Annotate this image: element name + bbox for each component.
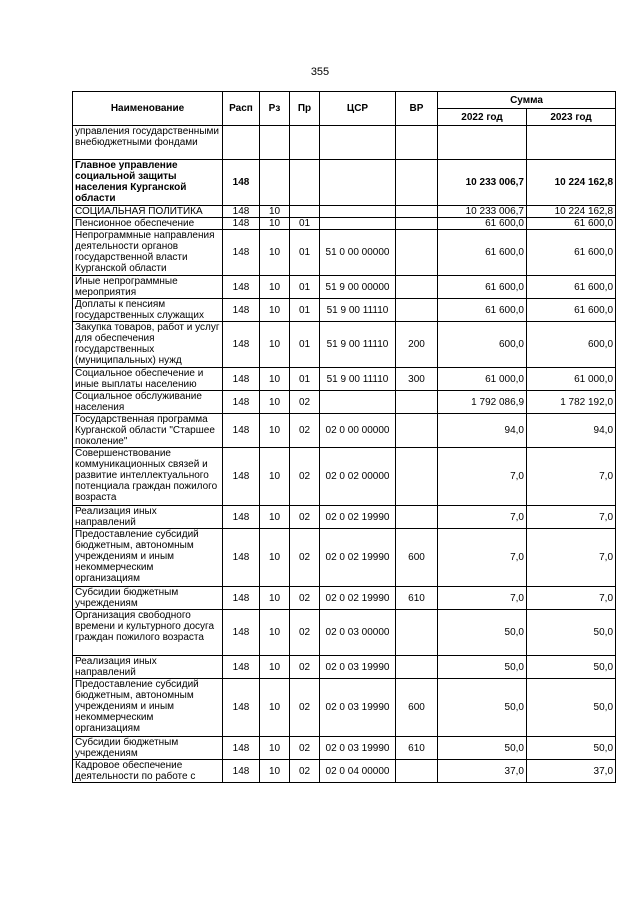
table-row [73, 679, 616, 737]
cell-rz: 10 [260, 737, 290, 760]
cell-rasp: 148 [223, 656, 260, 679]
cell-pr: 02 [290, 760, 320, 783]
cell-csr: 02 0 00 00000 [320, 414, 396, 448]
cell-vr [396, 414, 438, 448]
table-row [73, 448, 616, 506]
cell-pr: 02 [290, 587, 320, 610]
cell-rasp: 148 [223, 760, 260, 783]
table-row [73, 322, 616, 368]
cell-2022: 7,0 [438, 506, 527, 529]
table-body [73, 126, 616, 783]
cell-rasp: 148 [223, 737, 260, 760]
cell-vr [396, 230, 438, 276]
cell-vr [396, 160, 438, 206]
cell-2023: 50,0 [527, 656, 616, 679]
cell-rz [260, 126, 290, 160]
cell-vr [396, 656, 438, 679]
cell-csr: 02 0 03 19990 [320, 656, 396, 679]
budget-table [72, 91, 616, 783]
cell-2023: 61 600,0 [527, 299, 616, 322]
cell-rz: 10 [260, 230, 290, 276]
cell-rz: 10 [260, 276, 290, 299]
cell-name: Предоставление субсидий бюджетным, автономным учреждениям и иным некоммерческим организациям [73, 529, 223, 587]
cell-rasp: 148 [223, 322, 260, 368]
cell-csr: 02 0 03 19990 [320, 679, 396, 737]
cell-vr [396, 206, 438, 218]
cell-pr: 01 [290, 230, 320, 276]
cell-csr [320, 391, 396, 414]
cell-2022: 94,0 [438, 414, 527, 448]
cell-csr: 02 0 04 00000 [320, 760, 396, 783]
cell-vr [396, 276, 438, 299]
cell-2023: 10 224 162,8 [527, 160, 616, 206]
cell-rz: 10 [260, 529, 290, 587]
cell-rz: 10 [260, 322, 290, 368]
cell-2022: 1 792 086,9 [438, 391, 527, 414]
cell-csr: 51 9 00 11110 [320, 368, 396, 391]
cell-name: Доплаты к пенсиям государственных служащих [73, 299, 223, 322]
cell-2022: 7,0 [438, 587, 527, 610]
cell-name: Кадровое обеспечение деятельности по работе с [73, 760, 223, 783]
cell-2023: 7,0 [527, 587, 616, 610]
cell-rasp: 148 [223, 679, 260, 737]
cell-vr [396, 506, 438, 529]
cell-csr: 02 0 02 00000 [320, 448, 396, 506]
cell-2023: 94,0 [527, 414, 616, 448]
cell-name: Организация свободного времени и культурного досуга граждан пожилого возраста [73, 610, 223, 656]
cell-rz: 10 [260, 299, 290, 322]
cell-csr: 02 0 02 19990 [320, 529, 396, 587]
table-row [73, 230, 616, 276]
cell-2022: 61 600,0 [438, 230, 527, 276]
cell-2023: 50,0 [527, 737, 616, 760]
cell-pr: 02 [290, 414, 320, 448]
cell-vr [396, 218, 438, 230]
header-csr: ЦСР [320, 92, 396, 126]
cell-2023: 1 782 192,0 [527, 391, 616, 414]
cell-name: Главное управление социальной защиты населения Курганской области [73, 160, 223, 206]
cell-rz: 10 [260, 414, 290, 448]
cell-2022: 61 600,0 [438, 218, 527, 230]
header-rz: Рз [260, 92, 290, 126]
cell-2022: 10 233 006,7 [438, 160, 527, 206]
cell-name: Реализация иных направлений [73, 506, 223, 529]
cell-vr [396, 610, 438, 656]
cell-pr: 01 [290, 218, 320, 230]
cell-rz: 10 [260, 610, 290, 656]
cell-2022: 37,0 [438, 760, 527, 783]
cell-csr [320, 218, 396, 230]
cell-vr: 610 [396, 587, 438, 610]
cell-pr: 02 [290, 610, 320, 656]
cell-csr: 51 0 00 00000 [320, 230, 396, 276]
page-number: 355 [310, 66, 330, 78]
cell-pr: 02 [290, 737, 320, 760]
cell-2023: 50,0 [527, 679, 616, 737]
cell-2023: 37,0 [527, 760, 616, 783]
cell-pr: 02 [290, 529, 320, 587]
cell-rz: 10 [260, 656, 290, 679]
cell-rz: 10 [260, 391, 290, 414]
table-row [73, 414, 616, 448]
table-row [73, 760, 616, 783]
cell-name: Предоставление субсидий бюджетным, автономным учреждениям и иным некоммерческим организациям [73, 679, 223, 737]
cell-2023: 7,0 [527, 529, 616, 587]
cell-name: Пенсионное обеспечение [73, 218, 223, 230]
cell-pr [290, 126, 320, 160]
cell-csr: 51 9 00 11110 [320, 322, 396, 368]
table-row [73, 610, 616, 656]
cell-rz [260, 160, 290, 206]
cell-rasp: 148 [223, 448, 260, 506]
header-sum: Сумма [438, 92, 616, 109]
cell-vr [396, 299, 438, 322]
cell-rasp: 148 [223, 414, 260, 448]
table-row [73, 218, 616, 230]
cell-vr: 300 [396, 368, 438, 391]
cell-2022: 61 600,0 [438, 276, 527, 299]
cell-csr: 51 9 00 00000 [320, 276, 396, 299]
header-2023: 2023 год [527, 109, 616, 126]
cell-vr: 600 [396, 529, 438, 587]
table-row [73, 206, 616, 218]
table-row [73, 276, 616, 299]
cell-csr: 02 0 02 19990 [320, 506, 396, 529]
cell-pr: 01 [290, 368, 320, 391]
cell-name: Совершенствование коммуникационных связей и развитие интеллектуального потенциала граждан пожилого возраста [73, 448, 223, 506]
cell-rasp: 148 [223, 506, 260, 529]
cell-csr [320, 126, 396, 160]
cell-rasp: 148 [223, 206, 260, 218]
cell-name: Социальное обеспечение и иные выплаты населению [73, 368, 223, 391]
cell-2023: 600,0 [527, 322, 616, 368]
table-row [73, 160, 616, 206]
cell-name: Социальное обслуживание населения [73, 391, 223, 414]
header-vr: ВР [396, 92, 438, 126]
cell-2022: 50,0 [438, 656, 527, 679]
cell-vr [396, 391, 438, 414]
cell-2022: 7,0 [438, 529, 527, 587]
cell-2022: 50,0 [438, 737, 527, 760]
header-2022: 2022 год [438, 109, 527, 126]
cell-2023: 61 600,0 [527, 218, 616, 230]
table-row [73, 656, 616, 679]
header-name: Наименование [73, 92, 223, 126]
cell-2023: 61 000,0 [527, 368, 616, 391]
cell-name: Государственная программа Курганской области "Старшее поколение" [73, 414, 223, 448]
cell-vr [396, 126, 438, 160]
table-row [73, 368, 616, 391]
cell-pr: 02 [290, 679, 320, 737]
cell-rz: 10 [260, 448, 290, 506]
cell-rz: 10 [260, 679, 290, 737]
cell-csr: 51 9 00 11110 [320, 299, 396, 322]
cell-rasp: 148 [223, 160, 260, 206]
cell-2022: 600,0 [438, 322, 527, 368]
header-pr: Пр [290, 92, 320, 126]
cell-rz: 10 [260, 760, 290, 783]
cell-rasp: 148 [223, 276, 260, 299]
cell-vr: 610 [396, 737, 438, 760]
cell-rasp: 148 [223, 218, 260, 230]
cell-vr: 200 [396, 322, 438, 368]
cell-name: Субсидии бюджетным учреждениям [73, 737, 223, 760]
cell-csr [320, 206, 396, 218]
cell-rz: 10 [260, 587, 290, 610]
cell-pr: 02 [290, 391, 320, 414]
cell-rz: 10 [260, 506, 290, 529]
table-row [73, 299, 616, 322]
header-rasp: Расп [223, 92, 260, 126]
cell-2023: 10 224 162,8 [527, 206, 616, 218]
cell-csr: 02 0 02 19990 [320, 587, 396, 610]
cell-2023: 50,0 [527, 610, 616, 656]
cell-2022: 10 233 006,7 [438, 206, 527, 218]
cell-name: Закупка товаров, работ и услуг для обеспечения государственных (муниципальных) нужд [73, 322, 223, 368]
cell-rasp [223, 126, 260, 160]
cell-pr [290, 160, 320, 206]
cell-pr: 01 [290, 299, 320, 322]
table-row [73, 126, 616, 160]
cell-rz: 10 [260, 206, 290, 218]
cell-name: СОЦИАЛЬНАЯ ПОЛИТИКА [73, 206, 223, 218]
cell-pr: 02 [290, 656, 320, 679]
table-row [73, 587, 616, 610]
cell-vr [396, 760, 438, 783]
cell-rasp: 148 [223, 368, 260, 391]
table-row [73, 529, 616, 587]
cell-rasp: 148 [223, 529, 260, 587]
cell-2022: 50,0 [438, 679, 527, 737]
cell-rasp: 148 [223, 587, 260, 610]
cell-rz: 10 [260, 218, 290, 230]
cell-vr [396, 448, 438, 506]
cell-pr: 02 [290, 506, 320, 529]
cell-2022: 61 000,0 [438, 368, 527, 391]
cell-rasp: 148 [223, 610, 260, 656]
cell-rasp: 148 [223, 299, 260, 322]
cell-2023 [527, 126, 616, 160]
cell-pr: 01 [290, 322, 320, 368]
cell-csr [320, 160, 396, 206]
cell-2023: 61 600,0 [527, 276, 616, 299]
cell-name: Непрограммные направления деятельности органов государственной власти Курганской области [73, 230, 223, 276]
cell-2022: 50,0 [438, 610, 527, 656]
cell-csr: 02 0 03 19990 [320, 737, 396, 760]
cell-2022 [438, 126, 527, 160]
cell-name: управления государственными внебюджетными фондами [73, 126, 223, 160]
cell-vr: 600 [396, 679, 438, 737]
cell-2023: 7,0 [527, 448, 616, 506]
cell-2022: 61 600,0 [438, 299, 527, 322]
cell-pr: 02 [290, 448, 320, 506]
cell-name: Иные непрограммные мероприятия [73, 276, 223, 299]
cell-rasp: 148 [223, 391, 260, 414]
cell-rz: 10 [260, 368, 290, 391]
table-row [73, 391, 616, 414]
cell-rasp: 148 [223, 230, 260, 276]
cell-name: Реализация иных направлений [73, 656, 223, 679]
cell-pr [290, 206, 320, 218]
cell-2023: 7,0 [527, 506, 616, 529]
table-row [73, 506, 616, 529]
cell-2022: 7,0 [438, 448, 527, 506]
table-row [73, 737, 616, 760]
cell-name: Субсидии бюджетным учреждениям [73, 587, 223, 610]
cell-2023: 61 600,0 [527, 230, 616, 276]
cell-pr: 01 [290, 276, 320, 299]
cell-csr: 02 0 03 00000 [320, 610, 396, 656]
